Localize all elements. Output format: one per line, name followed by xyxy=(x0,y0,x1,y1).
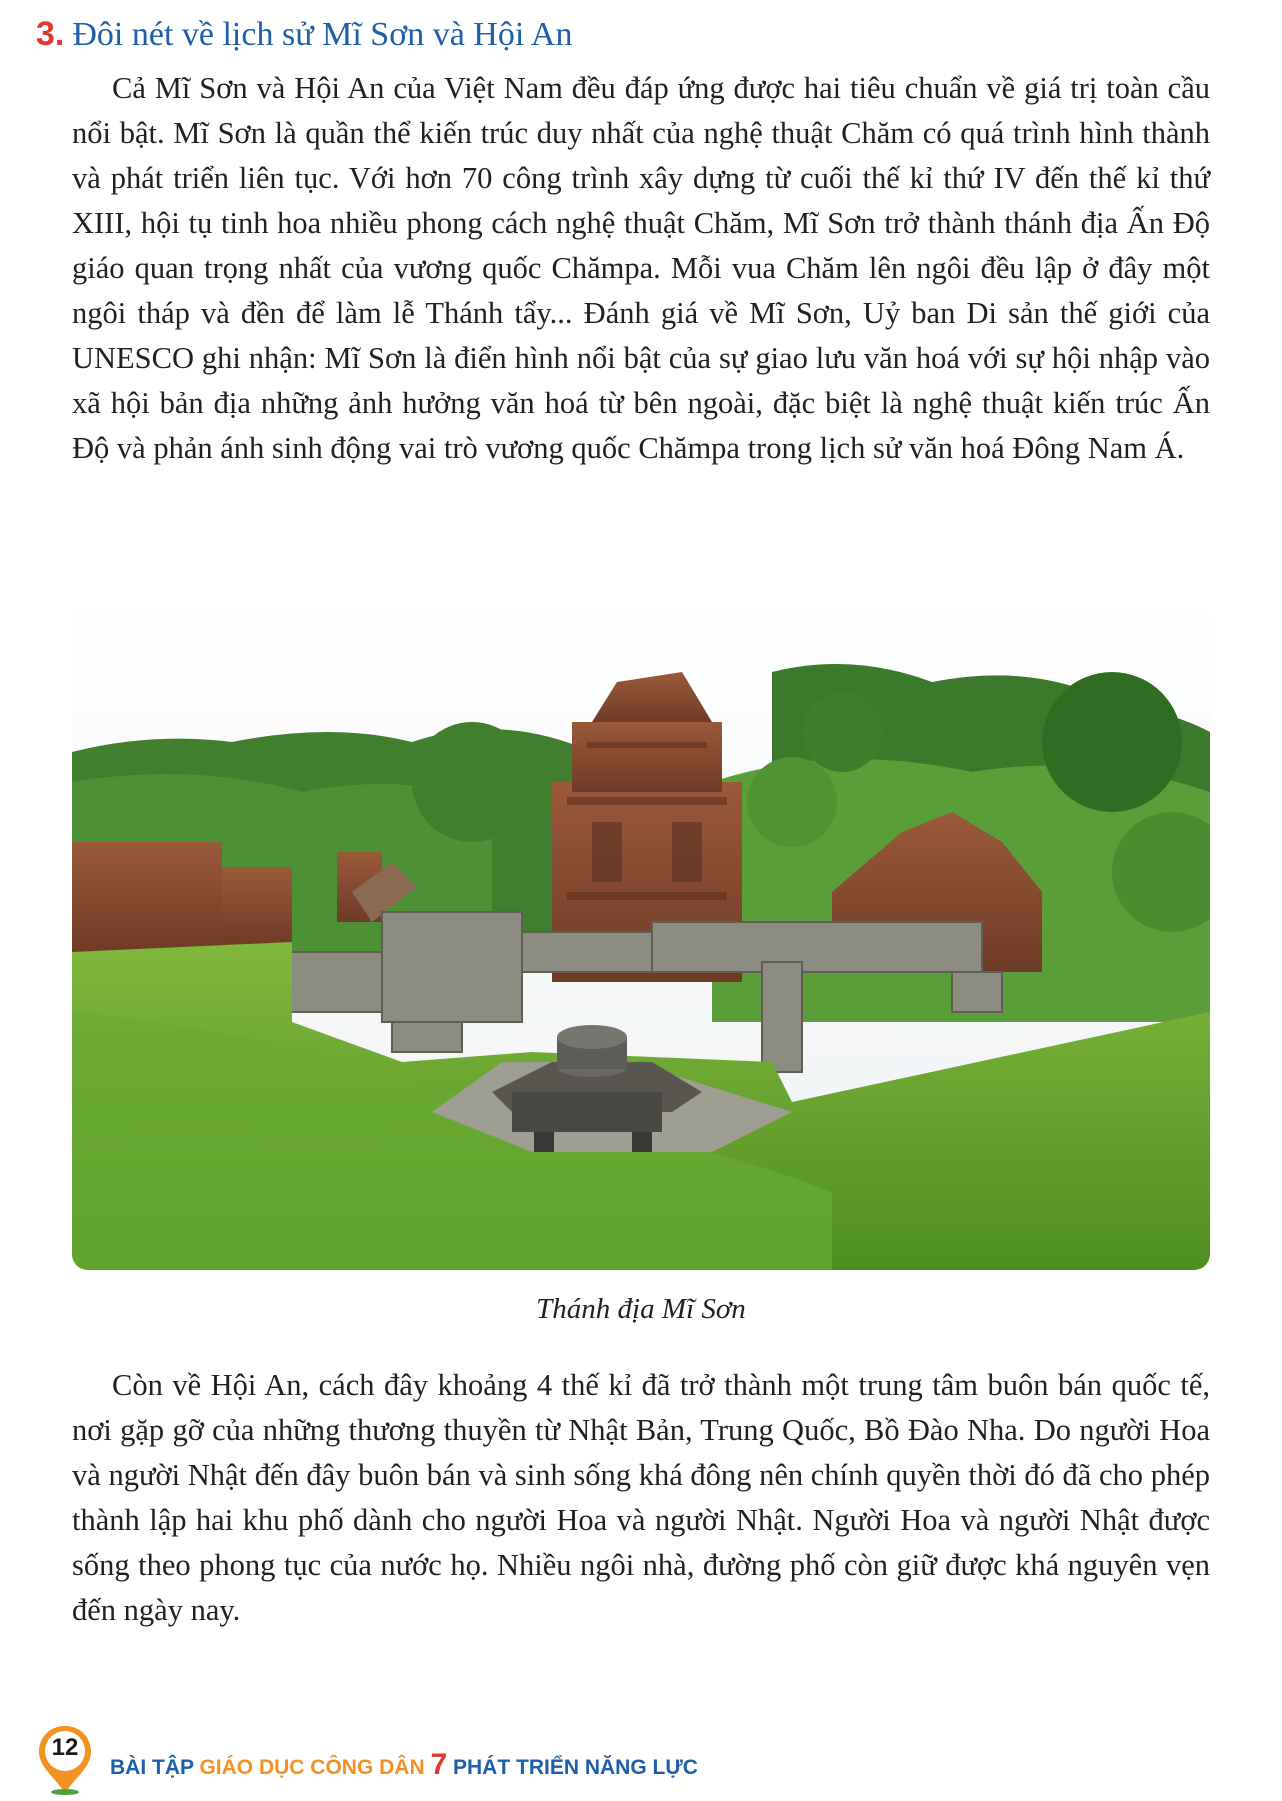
my-son-photo xyxy=(72,592,1210,1270)
section-heading xyxy=(36,14,572,55)
page-number: 12 xyxy=(51,1734,79,1761)
book-title-subject: GIÁO DỤC CÔNG DÂN xyxy=(199,1756,431,1779)
photo-caption: Thánh địa Mĩ Sơn xyxy=(536,1293,746,1325)
section-number: 3. xyxy=(36,15,65,53)
page-footer xyxy=(36,1724,1256,1800)
book-title-grade: 7 xyxy=(430,1748,448,1781)
section-title: Đôi nét về lịch sử Mĩ Sơn và Hội An xyxy=(72,16,573,53)
paragraph-hoi-an: Còn về Hội An, cách đây khoảng 4 thế kỉ đã trở thành một trung tâm buôn bán quốc tế, nơi gặp gỡ của những thương thuyền từ Nhật Bản, Trung Quốc, Bồ Đào Nha. Do người Hoa và người Nhật đến đây buôn bán và sinh sống khá đông nên chính quyền thời đó đã cho phép thành lập hai khu phố dành cho người Hoa và người Nhật. Người Hoa và người Nhật được sống theo phong tục của nước họ. Nhiều ngôi nhà, đường phố còn giữ được khá nguyên vẹn đến ngày nay. xyxy=(72,1368,1210,1627)
book-title xyxy=(110,1748,698,1782)
book-title-part1: BÀI TẬP xyxy=(110,1756,200,1779)
page-number-badge xyxy=(36,1724,94,1796)
paragraph-my-son: Cả Mĩ Sơn và Hội An của Việt Nam đều đáp ứng được hai tiêu chuẩn về giá trị toàn cầu nổi bật. Mĩ Sơn là quần thể kiến trúc duy nhất của nghệ thuật Chăm có quá trình hình thành và phát triển liên tục. Với hơn 70 công trình xây dựng từ cuối thế kỉ thứ IV đến thế kỉ thứ XIII, hội tụ tinh hoa nhiều phong cách nghệ thuật Chăm, Mĩ Sơn trở thành thánh địa Ấn Độ giáo quan trọng nhất của vương quốc Chămpa. Mỗi vua Chăm lên ngôi đều lập ở đây một ngôi tháp và đền để làm lễ Thánh tẩy... Đánh giá về Mĩ Sơn, Uỷ ban Di sản thế giới của UNESCO ghi nhận: Mĩ Sơn là điển hình nổi bật của sự giao lưu văn hoá với sự hội nhập vào xã hội bản địa những ảnh hưởng văn hoá từ bên ngoài, đặc biệt là nghệ thuật kiến trúc Ấn Độ và phản ánh sinh động vai trò vương quốc Chămpa trong lịch sử văn hoá Đông Nam Á. xyxy=(72,71,1210,465)
book-title-part3: PHÁT TRIỂN NĂNG LỰC xyxy=(447,1756,698,1779)
